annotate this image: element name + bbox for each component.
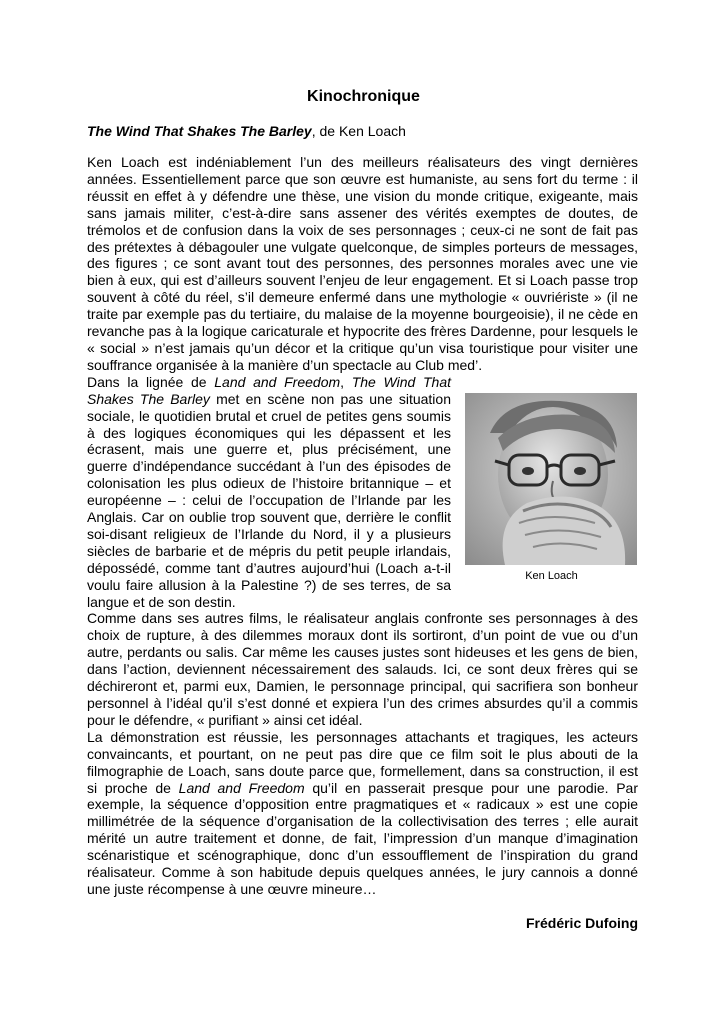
film-reference-wind-barley: The Wind That Shakes The Barley [87,373,451,407]
paragraph-4-text-a: La démonstration est réussie, les personnages attachants et tragiques, les acteurs convaincants, et pourtant, on ne peut pas dire que ce film soit le plus abouti de la filmographie de Loach, sans doute parce que, formellement, dans sa construction, il est si proche de [87,728,638,796]
paragraph-4 [87,729,638,898]
paragraph-3: Comme dans ses autres films, le réalisateur anglais confronte ses personnages à des choix de rupture, à des dilemmes moraux dont ils sortiront, d’un point de vue ou d’un autre, perdants ou salis. Car même les causes justes sont hideuses et les gens de bien, dans l’action, deviennent nécessairement des salauds. Ici, ce sont deux frères qui se déchireront et, parmi eux, Damien, le personnage principal, qui sacrifiera son bonheur personnel à l’idéal qu’il s’est donné et expiera l’un des crimes absurdes qu’il a commis pour le défendre, « purifiant » ainsi cet idéal. [87,610,638,728]
film-reference-land-and-freedom: Land and Freedom [214,373,341,390]
author-signature: Frédéric Dufoing [525,914,638,931]
article-subtitle [87,123,638,140]
byline: , de Ken Loach [311,123,406,139]
film-reference-land-and-freedom-2: Land and Freedom [178,779,305,796]
photo-figure [465,393,638,582]
article [87,88,638,931]
photo-caption: Ken Loach [525,569,578,582]
ken-loach-photo [465,393,637,565]
paragraph-1: Ken Loach est indéniablement l’un des meilleurs réalisateurs des vingt dernières années. Essentiellement parce que son œuvre est humaniste, au sens fort du terme : il réussit en effet à y défendre une thèse, une vision du monde critique, exigeante, mais sans jamais militer, c’est-à-dire sans assener des vérités exemptes de doutes, de trémolos et de confusion dans la voix de ses personnages ; ceux-ci ne sont de fait pas des prétextes à débagouler une vulgate quelconque, de simples porteurs de messages, des figures ; ce sont avant tout des personnes, des personnes morales avec une vie bien à eux, qui est d’ailleurs souvent l’enjeu de leur engagement. Et si Loach passe trop souvent à côté du réel, s’il demeure enfermé dans une mythologie « ouvriériste » (il ne traite par exemple pas du tertiaire, du malaise de la moyenne bourgeoisie), il ne cède en revanche pas à la logique caricaturale et hypocrite des frères Dardenne, pour lesquels le « social » n’est jamais qu’un décor et la critique qu’un visa touristique pour visiter une souffrance organisée à la manière d’un spectacle au Club med’. [87,154,638,373]
article-body [87,154,638,898]
paragraph-2-text-b: , [340,373,352,390]
paragraph-2-text-c: met en scène non pas une situation sociale, le quotidien brutal et cruel de petites gens soumis à des logiques économiques qui les dépassent et les écrasent, mais une guerre et, plus précisément, une guerre d’indépendance succédant à l’un des épisodes de colonisation les plus odieux de l’histoire britannique – et européenne – : celui de l’occupation de l’Irlande par les Anglais. Car on oublie trop souvent que, derrière le conflit soi-disant religieux de l’Irlande du Nord, il y a plusieurs siècles de barbarie et de mépris du petit peuple irlandais, dépossédé, comme tant d’autres aujourd’hui (Loach a-t-il voulu faire allusion à la Palestine ?) de ses terres, de sa langue et de son destin. [87,390,451,610]
paragraph-2-text-a: Dans la lignée de [87,373,215,390]
page-title: Kinochronique [307,88,420,105]
paragraph-4-text-b: qu’il en passerait presque pour une parodie. Par exemple, la séquence d’opposition entre pragmatiques et « radicaux » est une copie millimétrée de la séquence d’organisation de la collectivisation des terres ; elle aurait mérité un autre traitement et donne, de fait, l’impression d’un manque d’imagination scénaristique et scénographique, donc d’un essoufflement de l’inspiration du grand réalisateur. Comme à son habitude depuis quelques années, le jury cannois a donné une juste récompense à une œuvre mineure… [87,779,638,897]
film-title: The Wind That Shakes The Barley [87,123,312,139]
